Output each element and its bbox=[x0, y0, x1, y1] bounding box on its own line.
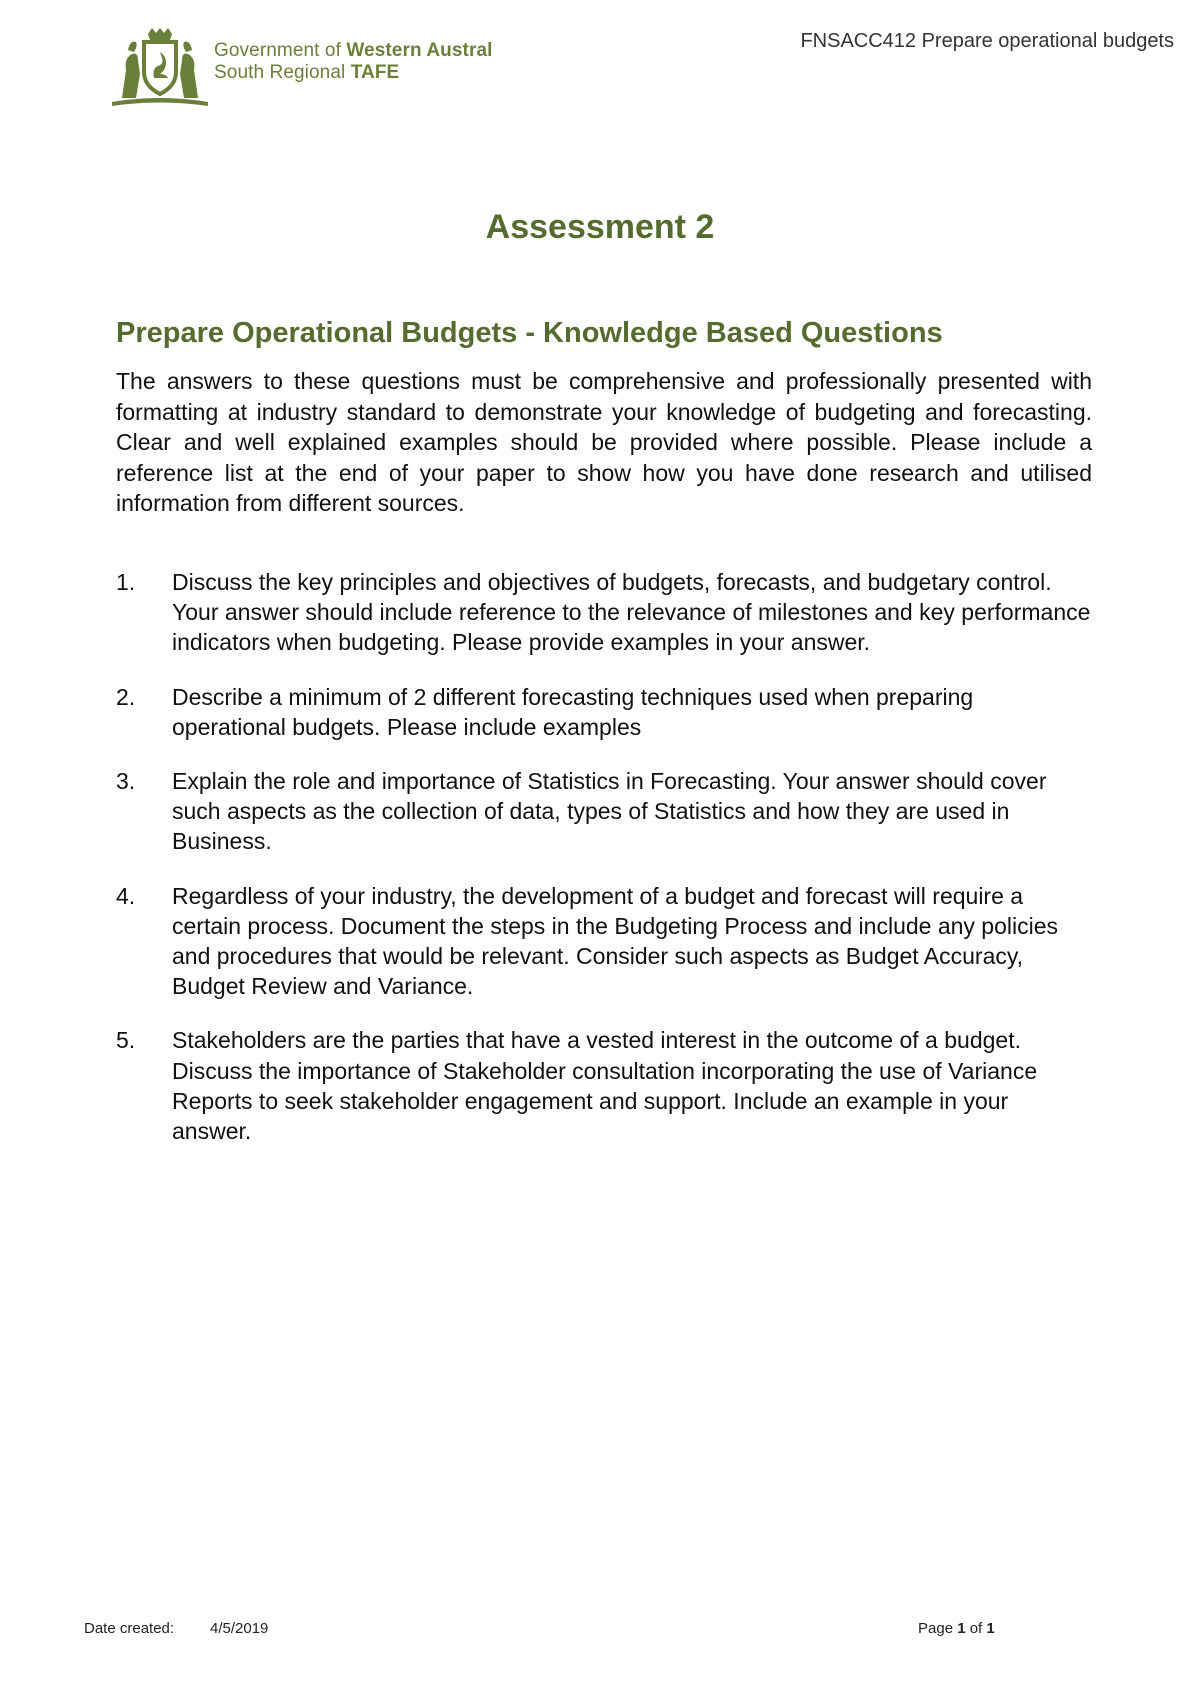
org-name-line2: South Regional TAFE bbox=[214, 62, 400, 83]
question-number: 2. bbox=[116, 683, 136, 710]
question-item bbox=[116, 682, 1092, 742]
coat-of-arms-icon bbox=[108, 28, 212, 108]
unit-title: FNSACC412 Prepare operational budgets bbox=[800, 30, 1174, 52]
org-name bbox=[214, 40, 493, 84]
question-text: Regardless of your industry, the development of a budget and forecast will require a certain process. Document the steps in the Budgeting Process and include any policies and procedures that would be relevant. Consider such aspects as Budget Accuracy, Budget Review and Variance. bbox=[172, 882, 1059, 1000]
question-number: 5. bbox=[116, 1027, 136, 1054]
date-created-label: Date created: bbox=[84, 1620, 175, 1637]
question-number: 3. bbox=[116, 768, 136, 795]
page-title: Assessment 2 bbox=[485, 208, 715, 246]
question-item bbox=[116, 567, 1092, 658]
org-logo bbox=[108, 28, 528, 108]
question-text: Discuss the key principles and objectives of budgets, forecasts, and budgetary control. Your answer should include reference to the relevance of milestones and key performance indicators when budgeting. Please provide examples in your answer. bbox=[172, 569, 1091, 656]
question-number: 1. bbox=[116, 569, 136, 595]
question-item bbox=[116, 1025, 1092, 1146]
intro-paragraph: The answers to these questions must be comprehensive and professionally presented with formatting at industry standard to demonstrate your knowledge of budgeting and forecasting. Clear and well explained examples should be provided where possible. Please include a reference list at the end of your paper to show how you have done research and utilised information from different sources. bbox=[116, 368, 1092, 516]
date-created bbox=[84, 1620, 268, 1637]
page-number: Page 1 of 1 bbox=[918, 1620, 995, 1637]
date-created-value: 4/5/2019 bbox=[210, 1620, 269, 1637]
question-item bbox=[116, 766, 1092, 857]
question-list bbox=[116, 567, 1092, 1170]
question-text: Describe a minimum of 2 different forecasting techniques used when preparing operational budgets. Please include examples bbox=[172, 683, 974, 740]
question-text: Stakeholders are the parties that have a vested interest in the outcome of a budget. Discuss the importance of Stakeholder consultation incorporating the use of Variance Reports to seek stakeholder engagement and support. Include an example in your answer. bbox=[172, 1027, 1038, 1145]
question-text: Explain the role and importance of Statistics in Forecasting. Your answer should cover such aspects as the collection of data, types of Statistics and how they are used in Business. bbox=[172, 768, 1047, 855]
org-name-line1: Government of Western Austral bbox=[214, 40, 493, 61]
section-heading: Prepare Operational Budgets - Knowledge Based Questions bbox=[116, 317, 943, 349]
question-number: 4. bbox=[116, 882, 136, 909]
question-item bbox=[116, 881, 1092, 1002]
